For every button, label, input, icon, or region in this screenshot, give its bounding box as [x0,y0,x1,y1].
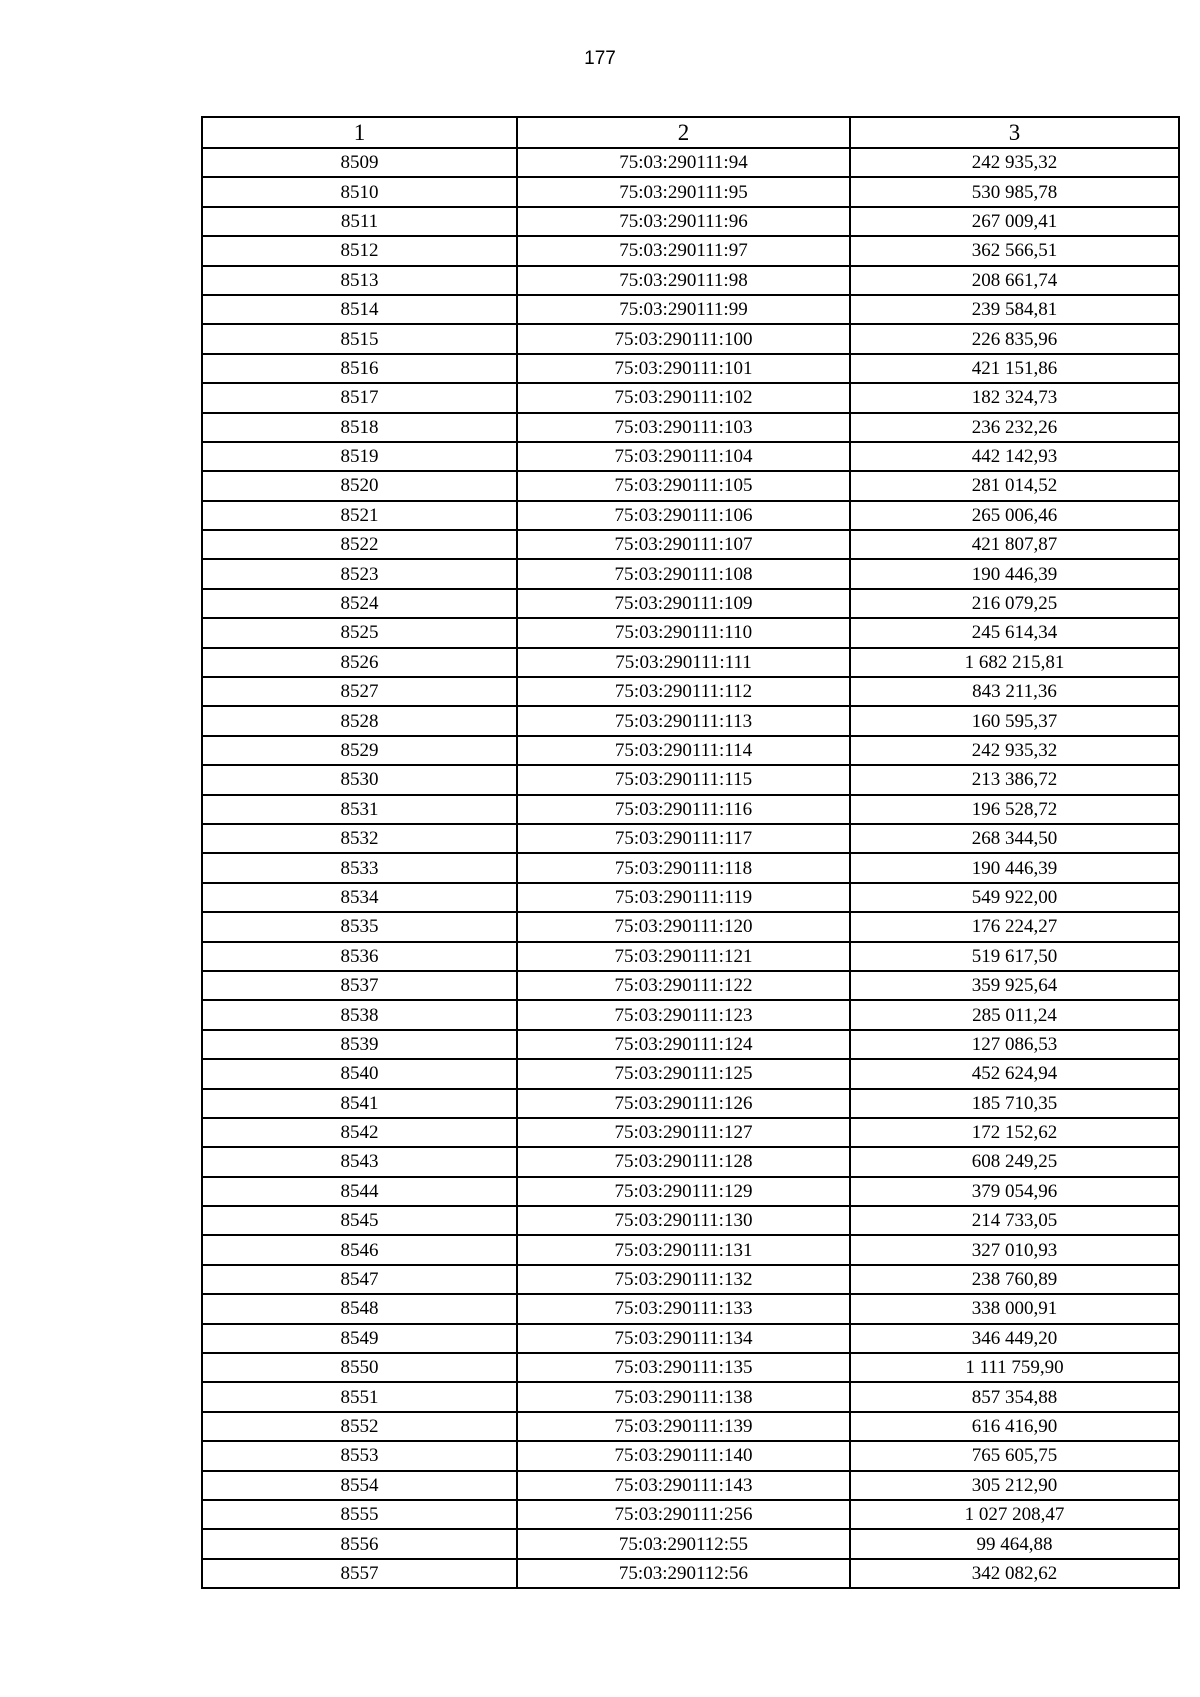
cadastral-number-cell: 75:03:290111:127 [517,1118,850,1147]
value-cell: 305 212,90 [850,1471,1179,1500]
row-number-cell: 8527 [202,677,517,706]
cadastral-number-cell: 75:03:290111:98 [517,266,850,295]
value-cell: 160 595,37 [850,706,1179,735]
table-body [202,148,1179,1588]
value-cell: 226 835,96 [850,324,1179,353]
cadastral-number-cell: 75:03:290112:56 [517,1559,850,1588]
cadastral-number-cell: 75:03:290111:139 [517,1412,850,1441]
row-number-cell: 8526 [202,648,517,677]
row-number-cell: 8524 [202,589,517,618]
table-row [202,1353,1179,1382]
value-cell: 338 000,91 [850,1294,1179,1323]
table-row [202,559,1179,588]
data-table [201,116,1180,1589]
cadastral-number-cell: 75:03:290111:100 [517,324,850,353]
value-cell: 362 566,51 [850,236,1179,265]
table-row [202,853,1179,882]
row-number-cell: 8516 [202,354,517,383]
table-row [202,1265,1179,1294]
value-cell: 765 605,75 [850,1441,1179,1470]
row-number-cell: 8530 [202,765,517,794]
value-cell: 214 733,05 [850,1206,1179,1235]
table-row [202,442,1179,471]
value-cell: 843 211,36 [850,677,1179,706]
cadastral-number-cell: 75:03:290111:125 [517,1059,850,1088]
cadastral-number-cell: 75:03:290111:114 [517,736,850,765]
row-number-cell: 8542 [202,1118,517,1147]
row-number-cell: 8512 [202,236,517,265]
row-number-cell: 8517 [202,383,517,412]
value-cell: 346 449,20 [850,1324,1179,1353]
value-cell: 190 446,39 [850,853,1179,882]
value-cell: 857 354,88 [850,1382,1179,1411]
row-number-cell: 8534 [202,883,517,912]
table-row [202,1118,1179,1147]
table-row [202,236,1179,265]
value-cell: 616 416,90 [850,1412,1179,1441]
cadastral-number-cell: 75:03:290111:135 [517,1353,850,1382]
cadastral-number-cell: 75:03:290111:109 [517,589,850,618]
row-number-cell: 8536 [202,942,517,971]
table-row [202,677,1179,706]
row-number-cell: 8532 [202,824,517,853]
value-cell: 238 760,89 [850,1265,1179,1294]
value-cell: 176 224,27 [850,912,1179,941]
table-row [202,942,1179,971]
row-number-cell: 8554 [202,1471,517,1500]
cadastral-number-cell: 75:03:290111:122 [517,971,850,1000]
row-number-cell: 8557 [202,1559,517,1588]
value-cell: 99 464,88 [850,1529,1179,1558]
cadastral-number-cell: 75:03:290111:256 [517,1500,850,1529]
cadastral-number-cell: 75:03:290111:110 [517,618,850,647]
table-row [202,1089,1179,1118]
value-cell: 236 232,26 [850,413,1179,442]
row-number-cell: 8520 [202,471,517,500]
value-cell: 442 142,93 [850,442,1179,471]
row-number-cell: 8555 [202,1500,517,1529]
row-number-cell: 8537 [202,971,517,1000]
cadastral-number-cell: 75:03:290111:97 [517,236,850,265]
value-cell: 549 922,00 [850,883,1179,912]
row-number-cell: 8544 [202,1177,517,1206]
row-number-cell: 8525 [202,618,517,647]
value-cell: 421 151,86 [850,354,1179,383]
table-row [202,648,1179,677]
row-number-cell: 8510 [202,177,517,206]
row-number-cell: 8518 [202,413,517,442]
value-cell: 245 614,34 [850,618,1179,647]
cadastral-number-cell: 75:03:290111:143 [517,1471,850,1500]
table-row [202,1559,1179,1588]
table-row [202,1030,1179,1059]
table-row [202,1382,1179,1411]
cadastral-number-cell: 75:03:290111:95 [517,177,850,206]
cadastral-number-cell: 75:03:290111:133 [517,1294,850,1323]
cadastral-number-cell: 75:03:290111:103 [517,413,850,442]
row-number-cell: 8553 [202,1441,517,1470]
row-number-cell: 8531 [202,795,517,824]
row-number-cell: 8552 [202,1412,517,1441]
table-row [202,765,1179,794]
table-row [202,1412,1179,1441]
value-cell: 530 985,78 [850,177,1179,206]
page-number: 177 [584,48,616,69]
value-cell: 213 386,72 [850,765,1179,794]
table-row [202,1471,1179,1500]
cadastral-number-cell: 75:03:290111:108 [517,559,850,588]
row-number-cell: 8545 [202,1206,517,1235]
header-row [202,117,1179,148]
table-row [202,1206,1179,1235]
value-cell: 327 010,93 [850,1235,1179,1264]
row-number-cell: 8521 [202,501,517,530]
row-number-cell: 8515 [202,324,517,353]
cadastral-number-cell: 75:03:290111:126 [517,1089,850,1118]
value-cell: 285 011,24 [850,1000,1179,1029]
value-cell: 196 528,72 [850,795,1179,824]
value-cell: 267 009,41 [850,207,1179,236]
table-row [202,471,1179,500]
value-cell: 182 324,73 [850,383,1179,412]
value-cell: 379 054,96 [850,1177,1179,1206]
table-row [202,295,1179,324]
value-cell: 172 152,62 [850,1118,1179,1147]
cadastral-number-cell: 75:03:290111:130 [517,1206,850,1235]
cadastral-number-cell: 75:03:290111:132 [517,1265,850,1294]
row-number-cell: 8548 [202,1294,517,1323]
row-number-cell: 8519 [202,442,517,471]
table-row [202,1177,1179,1206]
cadastral-number-cell: 75:03:290112:55 [517,1529,850,1558]
value-cell: 208 661,74 [850,266,1179,295]
cadastral-number-cell: 75:03:290111:131 [517,1235,850,1264]
cadastral-number-cell: 75:03:290111:120 [517,912,850,941]
row-number-cell: 8529 [202,736,517,765]
value-cell: 127 086,53 [850,1030,1179,1059]
cadastral-number-cell: 75:03:290111:99 [517,295,850,324]
cadastral-number-cell: 75:03:290111:113 [517,706,850,735]
table-row [202,589,1179,618]
column-header-1: 1 [202,117,517,148]
cadastral-number-cell: 75:03:290111:105 [517,471,850,500]
table-row [202,1294,1179,1323]
cadastral-number-cell: 75:03:290111:102 [517,383,850,412]
value-cell: 242 935,32 [850,736,1179,765]
value-cell: 185 710,35 [850,1089,1179,1118]
table-row [202,824,1179,853]
row-number-cell: 8522 [202,530,517,559]
row-number-cell: 8551 [202,1382,517,1411]
table-row [202,1441,1179,1470]
cadastral-number-cell: 75:03:290111:140 [517,1441,850,1470]
table-row [202,501,1179,530]
table-row [202,177,1179,206]
table-row [202,266,1179,295]
row-number-cell: 8513 [202,266,517,295]
table-row [202,1500,1179,1529]
row-number-cell: 8549 [202,1324,517,1353]
cadastral-number-cell: 75:03:290111:119 [517,883,850,912]
row-number-cell: 8509 [202,148,517,177]
table-row [202,383,1179,412]
table-row [202,148,1179,177]
table-row [202,1059,1179,1088]
cadastral-number-cell: 75:03:290111:118 [517,853,850,882]
table-row [202,1147,1179,1176]
row-number-cell: 8539 [202,1030,517,1059]
cadastral-number-cell: 75:03:290111:94 [517,148,850,177]
cadastral-number-cell: 75:03:290111:96 [517,207,850,236]
row-number-cell: 8528 [202,706,517,735]
cadastral-number-cell: 75:03:290111:128 [517,1147,850,1176]
value-cell: 190 446,39 [850,559,1179,588]
row-number-cell: 8511 [202,207,517,236]
cadastral-number-cell: 75:03:290111:123 [517,1000,850,1029]
row-number-cell: 8535 [202,912,517,941]
cadastral-number-cell: 75:03:290111:124 [517,1030,850,1059]
table-row [202,618,1179,647]
cadastral-number-cell: 75:03:290111:112 [517,677,850,706]
value-cell: 1 111 759,90 [850,1353,1179,1382]
value-cell: 239 584,81 [850,295,1179,324]
table-row [202,1000,1179,1029]
cadastral-number-cell: 75:03:290111:107 [517,530,850,559]
value-cell: 242 935,32 [850,148,1179,177]
cadastral-number-cell: 75:03:290111:115 [517,765,850,794]
cadastral-number-cell: 75:03:290111:117 [517,824,850,853]
row-number-cell: 8514 [202,295,517,324]
cadastral-number-cell: 75:03:290111:129 [517,1177,850,1206]
row-number-cell: 8556 [202,1529,517,1558]
table-row [202,971,1179,1000]
cadastral-number-cell: 75:03:290111:116 [517,795,850,824]
row-number-cell: 8538 [202,1000,517,1029]
table-row [202,912,1179,941]
value-cell: 342 082,62 [850,1559,1179,1588]
row-number-cell: 8547 [202,1265,517,1294]
cadastral-number-cell: 75:03:290111:111 [517,648,850,677]
column-header-2: 2 [517,117,850,148]
value-cell: 1 027 208,47 [850,1500,1179,1529]
table-row [202,883,1179,912]
value-cell: 608 249,25 [850,1147,1179,1176]
table-row [202,1235,1179,1264]
value-cell: 452 624,94 [850,1059,1179,1088]
value-cell: 268 344,50 [850,824,1179,853]
table-header [202,117,1179,148]
value-cell: 216 079,25 [850,589,1179,618]
row-number-cell: 8541 [202,1089,517,1118]
cadastral-number-cell: 75:03:290111:106 [517,501,850,530]
column-header-3: 3 [850,117,1179,148]
row-number-cell: 8540 [202,1059,517,1088]
value-cell: 265 006,46 [850,501,1179,530]
cadastral-number-cell: 75:03:290111:104 [517,442,850,471]
table-row [202,530,1179,559]
row-number-cell: 8533 [202,853,517,882]
value-cell: 421 807,87 [850,530,1179,559]
row-number-cell: 8543 [202,1147,517,1176]
cadastral-number-cell: 75:03:290111:121 [517,942,850,971]
value-cell: 281 014,52 [850,471,1179,500]
table-row [202,207,1179,236]
cadastral-number-cell: 75:03:290111:138 [517,1382,850,1411]
value-cell: 359 925,64 [850,971,1179,1000]
cadastral-number-cell: 75:03:290111:134 [517,1324,850,1353]
table-row [202,1529,1179,1558]
row-number-cell: 8523 [202,559,517,588]
table-row [202,324,1179,353]
value-cell: 519 617,50 [850,942,1179,971]
table-row [202,1324,1179,1353]
row-number-cell: 8550 [202,1353,517,1382]
table-row [202,736,1179,765]
table-row [202,706,1179,735]
row-number-cell: 8546 [202,1235,517,1264]
table-row [202,354,1179,383]
table-row [202,413,1179,442]
cadastral-number-cell: 75:03:290111:101 [517,354,850,383]
value-cell: 1 682 215,81 [850,648,1179,677]
table-row [202,795,1179,824]
